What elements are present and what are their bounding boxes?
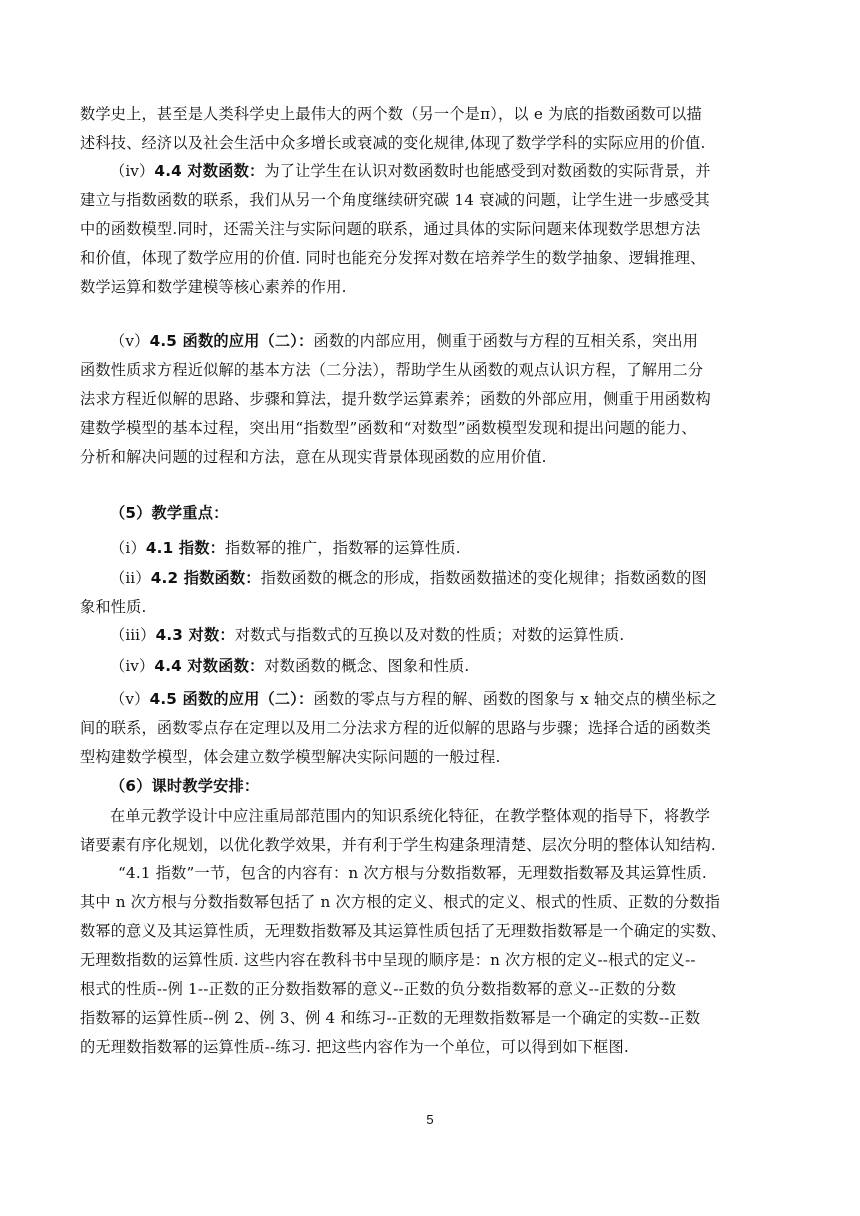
item-prefix: （ⅱ） <box>110 569 151 587</box>
paragraph-section-4-1 <box>80 859 780 1062</box>
item-label: 4.4 对数函数： <box>154 162 265 180</box>
key-point-3 <box>80 621 780 650</box>
text-line: 和价值，体现了数学应用的价值. 同时也能充分发挥对数在培养学生的数学抽象、逻辑推理、 <box>80 249 706 267</box>
heading-text: （5）教学重点： <box>110 504 229 522</box>
item-prefix: （ⅴ） <box>110 690 150 708</box>
item-text: 指数幂的推广，指数幂的运算性质. <box>225 539 461 557</box>
text-line: 建数学模型的基本过程，突出用“指数型”函数和“对数型”函数模型发现和提出问题的能力、 <box>80 419 697 437</box>
text-line: 法求方程近似解的思路、步骤和算法，提升数学运算素养；函数的外部应用，侧重于用函数构 <box>80 390 711 408</box>
paragraph-e-base-exponential <box>80 100 780 158</box>
text-line: 数学运算和数学建模等核心素养的作用. <box>80 278 347 296</box>
item-label: 4.3 对数： <box>155 626 235 644</box>
text-line <box>80 157 780 186</box>
text-line: 数幂的意义及其运算性质，无理数指数幂及其运算性质包括了无理数指数幂是一个确定的实数、 <box>80 922 727 940</box>
text-line <box>80 652 780 681</box>
text-line: 其中 n 次方根与分数指数幂包括了 n 次方根的定义、根式的定义、根式的性质、正数的分数指 <box>80 893 721 911</box>
heading-text: （6）课时教学安排： <box>110 777 260 795</box>
item-label: 4.4 对数函数： <box>154 657 265 675</box>
item-label: 4.5 函数的应用（二）： <box>149 690 314 708</box>
text-line: 指数幂的运算性质--例 2、例 3、例 4 和练习--正数的无理数指数幂是一个确定的实数--正数 <box>80 1009 701 1027</box>
text-line: 的无理数指数幂的运算性质--练习. 把这些内容作为一个单位，可以得到如下框图. <box>80 1038 629 1056</box>
text-line: 函数性质求方程近似解的基本方法（二分法），帮助学生从函数的观点认识方程，了解用二分 <box>80 361 704 379</box>
item-prefix: （ⅲ） <box>110 626 156 644</box>
item-text: 函数的零点与方程的解、函数的图象与 x 轴交点的横坐标之 <box>313 690 717 708</box>
item-text: 对数式与指数式的互换以及对数的性质；对数的运算性质. <box>234 626 625 644</box>
item-label: 4.5 函数的应用（二）： <box>149 332 314 350</box>
item-text: 为了让学生在认识对数函数时也能感受到对数函数的实际背景，并 <box>264 162 711 180</box>
text-line: 分析和解决问题的过程和方法，意在从现实背景体现函数的应用价值. <box>80 448 547 466</box>
paragraph-function-application <box>80 327 780 472</box>
text-line <box>80 564 780 593</box>
text-line: 无理数指数的运算性质. 这些内容在教科书中呈现的顺序是：n 次方根的定义--根式的定义-- <box>80 951 696 969</box>
section-heading-teaching-focus <box>80 499 780 528</box>
text-line: 型构建数学模型，体会建立数学模型解决实际问题的一般过程. <box>80 748 501 766</box>
item-text: 对数函数的概念、图象和性质. <box>264 657 470 675</box>
text-line: 诸要素有序化规划，以优化教学效果，并有利于学生构建条理清楚、层次分明的整体认知结构. <box>80 836 716 854</box>
paragraph-log-function <box>80 157 780 302</box>
page-number: 5 <box>426 1112 434 1127</box>
text-line: 象和性质. <box>80 598 147 616</box>
section-heading-class-schedule <box>80 772 780 801</box>
item-text: 函数的内部应用，侧重于函数与方程的互相关系，突出用 <box>313 332 699 350</box>
item-prefix: （ⅰ） <box>110 539 146 557</box>
text-line: 数学史上，甚至是人类科学史上最伟大的两个数（另一个是π），以 e 为底的指数函数可以描 <box>80 105 702 123</box>
key-point-4 <box>80 652 780 681</box>
key-point-5 <box>80 685 780 772</box>
text-line: 建立与指数函数的联系，我们从另一个角度继续研究碳 14 衰减的问题，让学生进一步感受其 <box>80 191 710 209</box>
key-point-1 <box>80 534 780 563</box>
text-line: 间的联系，函数零点存在定理以及用二分法求方程的近似解的思路与步骤；选择合适的函数类 <box>80 719 711 737</box>
item-prefix: （ⅴ） <box>110 332 150 350</box>
text-line <box>80 534 780 563</box>
text-line <box>80 621 780 650</box>
item-label: 4.2 指数函数： <box>150 569 261 587</box>
text-line: 在单元教学设计中应注重局部范围内的知识系统化特征，在教学整体观的指导下，将教学 <box>110 807 711 825</box>
item-text: 指数函数的概念的形成，指数函数描述的变化规律；指数函数的图 <box>260 569 707 587</box>
paragraph-unit-design <box>80 802 780 860</box>
text-line: “4.1 指数”一节，包含的内容有：n 次方根与分数指数幂，无理数指数幂及其运算性质. <box>118 864 707 882</box>
text-line: 述科技、经济以及社会生活中众多增长或衰减的变化规律,体现了数学学科的实际应用的价值. <box>80 134 706 152</box>
text-line: 中的函数模型.同时，还需关注与实际问题的联系，通过具体的实际问题来体现数学思想方法 <box>80 220 701 238</box>
item-prefix: （ⅳ） <box>110 162 155 180</box>
item-label: 4.1 指数： <box>145 539 225 557</box>
text-line <box>80 327 780 356</box>
item-prefix: （ⅳ） <box>110 657 155 675</box>
key-point-2 <box>80 564 780 622</box>
text-line: 根式的性质--例 1--正数的正分数指数幂的意义--正数的负分数指数幂的意义--正数的分数 <box>80 980 677 998</box>
text-line <box>80 685 780 714</box>
